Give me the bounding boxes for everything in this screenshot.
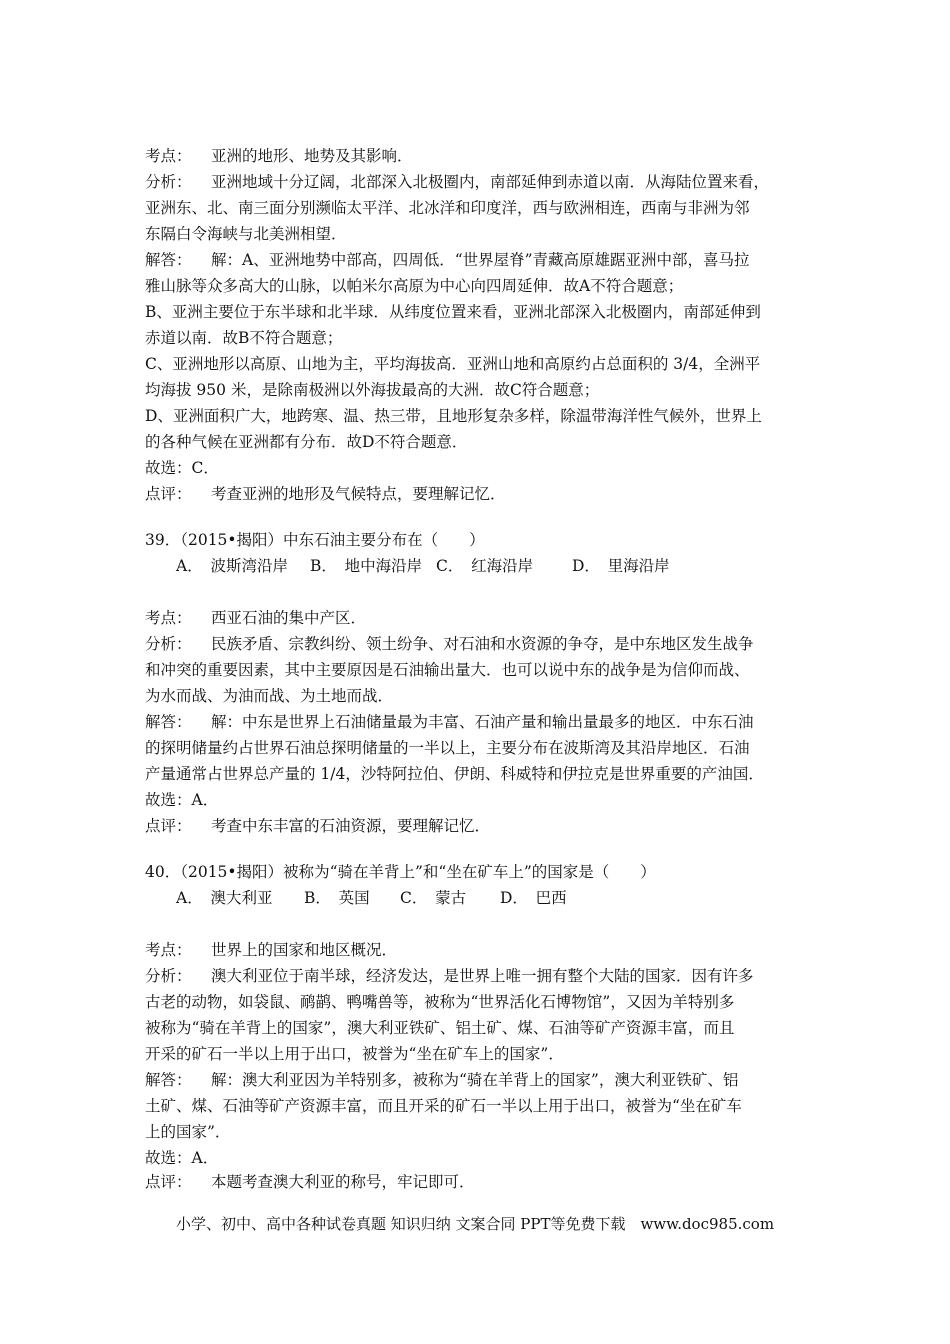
dianping-text: 考查亚洲的地形及气候特点，要理解记忆． bbox=[211, 485, 506, 503]
jieda-text: 解：中东是世界上石油储量最为丰富、石油产量和输出量最多的地区．中东石油 bbox=[211, 713, 754, 731]
fenxi-text: 民族矛盾、宗教纠纷、领土纷争、对石油和水资源的争夺，是中东地区发生战争 bbox=[211, 635, 754, 653]
option-a: A． 波斯湾沿岸 bbox=[176, 557, 288, 575]
kaodian-label: 考点： bbox=[145, 147, 192, 165]
option-b: B． 地中海沿岸 bbox=[310, 557, 423, 575]
option-d: D． 巴西 bbox=[500, 889, 567, 907]
dianping-line bbox=[145, 1172, 475, 1192]
fenxi-line bbox=[145, 966, 754, 986]
option-c: C． 蒙古 bbox=[400, 889, 467, 907]
fenxi-text: 亚洲东、北、南三面分别濒临太平洋、北冰洋和印度洋，西与欧洲相连，西南与非洲为邻 bbox=[145, 199, 750, 217]
jieda-line bbox=[145, 250, 750, 270]
fenxi-text: 为水而战、为油而战、为土地而战． bbox=[145, 687, 394, 705]
jieda-label: 解答： bbox=[145, 1071, 192, 1089]
jieda-text: D、亚洲面积广大，地跨寒、温、热三带，且地形复杂多样，除温带海洋性气候外，世界上 bbox=[145, 407, 762, 425]
guxuan-text: 故选：A． bbox=[145, 791, 219, 809]
fenxi-line bbox=[145, 172, 769, 192]
dianping-label: 点评： bbox=[145, 817, 192, 835]
guxuan-text: 故选：C． bbox=[145, 459, 219, 477]
kaodian-line bbox=[145, 146, 413, 166]
jieda-text: 的探明储量约占世界石油总探明储量的一半以上，主要分布在波斯湾及其沿岸地区．石油 bbox=[145, 739, 750, 757]
dianping-line bbox=[145, 816, 490, 836]
dianping-text: 本题考查澳大利亚的称号，牢记即可． bbox=[211, 1173, 475, 1191]
guxuan-text: 故选：A． bbox=[145, 1149, 219, 1167]
dianping-label: 点评： bbox=[145, 1173, 192, 1191]
dianping-line bbox=[145, 484, 506, 504]
jieda-line bbox=[145, 712, 754, 732]
question-39-stem: 39．（2015•揭阳）中东石油主要分布在（ ） bbox=[145, 531, 485, 549]
kaodian-label: 考点： bbox=[145, 609, 192, 627]
jieda-label: 解答： bbox=[145, 713, 192, 731]
jieda-text: 上的国家”． bbox=[145, 1123, 231, 1141]
jieda-text: B、亚洲主要位于东半球和北半球．从纬度位置来看，亚洲北部深入北极圈内，南部延伸到 bbox=[145, 303, 761, 321]
jieda-text: 的各种气候在亚洲都有分布．故D不符合题意． bbox=[145, 433, 468, 451]
jieda-text: 赤道以南．故B不符合题意； bbox=[145, 329, 343, 347]
question-40-stem: 40．（2015•揭阳）被称为“骑在羊背上”和“坐在矿车上”的国家是（ ） bbox=[145, 863, 656, 881]
fenxi-line bbox=[145, 634, 754, 654]
jieda-text: 土矿、煤、石油等矿产资源丰富，而且开采的矿石一半以上用于出口，被誉为“坐在矿车 bbox=[145, 1097, 742, 1115]
jieda-label: 解答： bbox=[145, 251, 192, 269]
option-a: A． 澳大利亚 bbox=[176, 889, 273, 907]
question-40-options bbox=[176, 888, 567, 908]
kaodian-text: 亚洲的地形、地势及其影响． bbox=[211, 147, 413, 165]
kaodian-text: 世界上的国家和地区概况． bbox=[211, 941, 398, 959]
kaodian-label: 考点： bbox=[145, 941, 192, 959]
jieda-text: 均海拔 950 米，是除南极洲以外海拔最高的大洲．故C符合题意； bbox=[145, 381, 600, 399]
option-c: C． 红海沿岸 bbox=[436, 557, 534, 575]
jieda-text: C、亚洲地形以高原、山地为主，平均海拔高．亚洲山地和高原约占总面积的 3/4，全洲平 bbox=[145, 355, 761, 373]
fenxi-text: 亚洲地域十分辽阔，北部深入北极圈内，南部延伸到赤道以南．从海陆位置来看， bbox=[211, 173, 770, 191]
fenxi-text: 古老的动物，如袋鼠、鸸鹋、鸭嘴兽等，被称为“世界活化石博物馆”，又因为羊特别多 bbox=[145, 993, 735, 1011]
option-d: D． 里海沿岸 bbox=[572, 557, 670, 575]
dianping-label: 点评： bbox=[145, 485, 192, 503]
fenxi-text: 被称为“骑在羊背上的国家”，澳大利亚铁矿、铝土矿、煤、石油等矿产资源丰富，而且 bbox=[145, 1019, 735, 1037]
jieda-text: 雅山脉等众多高大的山脉，以帕米尔高原为中心向四周延伸．故A不符合题意； bbox=[145, 277, 684, 295]
fenxi-label: 分析： bbox=[145, 173, 192, 191]
jieda-text: 解：A、亚洲地势中部高，四周低．“世界屋脊”青藏高原雄踞亚洲中部，喜马拉 bbox=[211, 251, 750, 269]
dianping-text: 考查中东丰富的石油资源，要理解记忆． bbox=[211, 817, 491, 835]
fenxi-text: 和冲突的重要因素，其中主要原因是石油输出量大．也可以说中东的战争是为信仰而战、 bbox=[145, 661, 750, 679]
jieda-text: 解：澳大利亚因为羊特别多，被称为“骑在羊背上的国家”，澳大利亚铁矿、铝 bbox=[211, 1071, 739, 1089]
kaodian-line bbox=[145, 608, 366, 628]
kaodian-line bbox=[145, 940, 397, 960]
fenxi-label: 分析： bbox=[145, 635, 192, 653]
fenxi-label: 分析： bbox=[145, 967, 192, 985]
jieda-line bbox=[145, 1070, 738, 1090]
fenxi-text: 开采的矿石一半以上用于出口，被誉为“坐在矿车上的国家”． bbox=[145, 1045, 564, 1063]
option-b: B． 英国 bbox=[304, 889, 370, 907]
kaodian-text: 西亚石油的集中产区． bbox=[211, 609, 367, 627]
jieda-text: 产量通常占世界总产量的 1/4，沙特阿拉伯、伊朗、科威特和伊拉克是世界重要的产油国． bbox=[145, 765, 764, 783]
question-39-options bbox=[176, 556, 670, 576]
fenxi-text: 东隔白令海峡与北美洲相望． bbox=[145, 225, 347, 243]
fenxi-text: 澳大利亚位于南半球，经济发达，是世界上唯一拥有整个大陆的国家．因有许多 bbox=[211, 967, 754, 985]
page-footer: 小学、初中、高中各种试卷真题 知识归纳 文案合同 PPT等免费下载 www.doc985.com bbox=[175, 1215, 775, 1233]
